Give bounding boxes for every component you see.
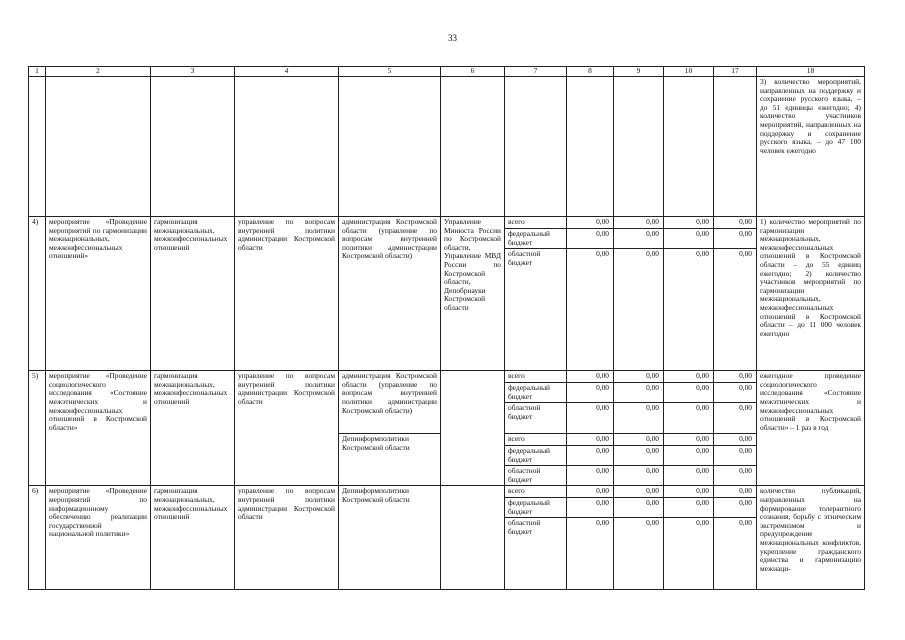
row-number: 6) [29, 486, 46, 590]
program-table [28, 66, 865, 590]
indicator-cell: количество публикаций, направленных на формирование толерантного сознания, борьбу с этническим экстремизмом и предупреждение межнациональных конфликтов, укрепление гражданского единства и гармонизацию межнаци- [757, 486, 865, 590]
value-cell: 0,00 [714, 466, 757, 486]
value-cell: 0,00 [714, 217, 757, 229]
value-cell: 0,00 [714, 497, 757, 517]
indicator-cell: 3) количество мероприятий, направленных на поддержку и сохранение русского языка, – до 51 единицы ежегодно; 4) количество участников мероприятий, направленных на поддержку и сохранение русского языка, – до 47 100 человек ежегодно [757, 77, 865, 217]
value-cell: 0,00 [614, 403, 664, 434]
table-row [29, 217, 865, 229]
responsible-cell: управление по вопросам внутренней политики администрации Костромской области [235, 486, 339, 590]
responsible-cell: управление по вопросам внутренней политики администрации Костромской области [235, 371, 339, 486]
value-cell: 0,00 [664, 466, 714, 486]
budget-label: областной бюджет [505, 249, 567, 371]
value-cell: 0,00 [714, 249, 757, 371]
value-cell: 0,00 [614, 486, 664, 498]
indicator-cell: ежегодное проведение социологического исследования «Состояние межэтнических и межконфессиональных отношений в Костромской области» – 1 раз в год [757, 371, 865, 486]
value-cell: 0,00 [664, 497, 714, 517]
value-cell: 0,00 [614, 249, 664, 371]
value-cell: 0,00 [714, 371, 757, 383]
value-cell: 0,00 [664, 249, 714, 371]
value-cell: 0,00 [567, 434, 614, 446]
value-cell: 0,00 [614, 434, 664, 446]
event-cell: мероприятие «Проведение мероприятий по информационному обеспечению реализации государственной национальной политики» [46, 486, 151, 590]
budget-label: областной бюджет [505, 466, 567, 486]
value-cell: 0,00 [714, 518, 757, 590]
goal-cell: гармонизация межнациональных, межконфессиональных отношений [151, 217, 235, 371]
budget-label: федеральный бюджет [505, 229, 567, 249]
value-cell: 0,00 [714, 486, 757, 498]
value-cell: 0,00 [664, 383, 714, 403]
budget-label: областной бюджет [505, 403, 567, 434]
row-number: 4) [29, 217, 46, 371]
value-cell: 0,00 [664, 371, 714, 383]
executor-cell: администрация Костромской области (управление по вопросам внутренней политики администрации Костромской области) [339, 217, 441, 371]
value-cell: 0,00 [614, 383, 664, 403]
value-cell: 0,00 [567, 403, 614, 434]
value-cell: 0,00 [664, 434, 714, 446]
budget-label: федеральный бюджет [505, 497, 567, 517]
value-cell: 0,00 [664, 486, 714, 498]
value-cell: 0,00 [567, 518, 614, 590]
coexecutor-cell: Управление Минюста России по Костромской области, Управление МВД России по Костромской области, Депобрнауки Костромской области [441, 217, 505, 371]
budget-label: всего [505, 217, 567, 229]
value-cell: 0,00 [567, 249, 614, 371]
value-cell: 0,00 [714, 403, 757, 434]
value-cell: 0,00 [567, 371, 614, 383]
value-cell: 0,00 [714, 445, 757, 465]
col-header: 3 [151, 67, 235, 77]
value-cell: 0,00 [714, 434, 757, 446]
col-header: 9 [614, 67, 664, 77]
budget-label: областной бюджет [505, 518, 567, 590]
goal-cell: гармонизация межнациональных, межконфессиональных отношений [151, 486, 235, 590]
executor-cell: Депинформполитики Костромской области [339, 434, 441, 486]
budget-label: федеральный бюджет [505, 383, 567, 403]
value-cell: 0,00 [614, 497, 664, 517]
value-cell: 0,00 [614, 466, 664, 486]
executor-cell: Депинформполитики Костромской области [339, 486, 441, 590]
budget-label: федеральный бюджет [505, 445, 567, 465]
row-number: 5) [29, 371, 46, 486]
table-row [29, 371, 865, 383]
value-cell: 0,00 [614, 371, 664, 383]
page-number: 33 [448, 33, 457, 43]
value-cell: 0,00 [714, 383, 757, 403]
col-header: 6 [441, 67, 505, 77]
col-header: 4 [235, 67, 339, 77]
col-header: 2 [46, 67, 151, 77]
value-cell: 0,00 [664, 518, 714, 590]
value-cell: 0,00 [714, 229, 757, 249]
value-cell: 0,00 [567, 497, 614, 517]
col-header: 8 [567, 67, 614, 77]
value-cell: 0,00 [567, 486, 614, 498]
budget-label: всего [505, 371, 567, 383]
table-row [29, 486, 865, 498]
col-header: 10 [664, 67, 714, 77]
continuation-row [29, 77, 865, 217]
value-cell: 0,00 [664, 217, 714, 229]
header-row [29, 67, 865, 77]
value-cell: 0,00 [614, 445, 664, 465]
executor-cell: администрация Костромской области (управление по вопросам внутренней политики администрации Костромской области) [339, 371, 441, 434]
col-header: 1 [29, 67, 46, 77]
budget-label: всего [505, 486, 567, 498]
event-cell: мероприятие «Проведение социологического исследования «Состояние межэтнических и межконфессиональных отношений в Костромской области» [46, 371, 151, 486]
col-header: 18 [757, 67, 865, 77]
event-cell: мероприятие «Проведение мероприятий по гармонизации межнациональных, межконфессиональных отношений» [46, 217, 151, 371]
value-cell: 0,00 [567, 445, 614, 465]
indicator-cell: 1) количество мероприятий по гармонизации межнациональных, межконфессиональных отношений в Костромской области – до 55 единиц ежегодно; 2) количество участников мероприятий по гармонизации межнациональных, межконфессиональных отношений в Костромской области – до 11 000 человек ежегодно [757, 217, 865, 371]
value-cell: 0,00 [664, 445, 714, 465]
goal-cell: гармонизация межнациональных, межконфессиональных отношений [151, 371, 235, 486]
col-header: 7 [505, 67, 567, 77]
value-cell: 0,00 [567, 466, 614, 486]
value-cell: 0,00 [664, 229, 714, 249]
value-cell: 0,00 [614, 229, 664, 249]
value-cell: 0,00 [567, 217, 614, 229]
value-cell: 0,00 [567, 229, 614, 249]
value-cell: 0,00 [614, 217, 664, 229]
value-cell: 0,00 [614, 518, 664, 590]
responsible-cell: управление по вопросам внутренней политики администрации Костромской области [235, 217, 339, 371]
col-header: 17 [714, 67, 757, 77]
budget-label: всего [505, 434, 567, 446]
value-cell: 0,00 [567, 383, 614, 403]
col-header: 5 [339, 67, 441, 77]
value-cell: 0,00 [664, 403, 714, 434]
